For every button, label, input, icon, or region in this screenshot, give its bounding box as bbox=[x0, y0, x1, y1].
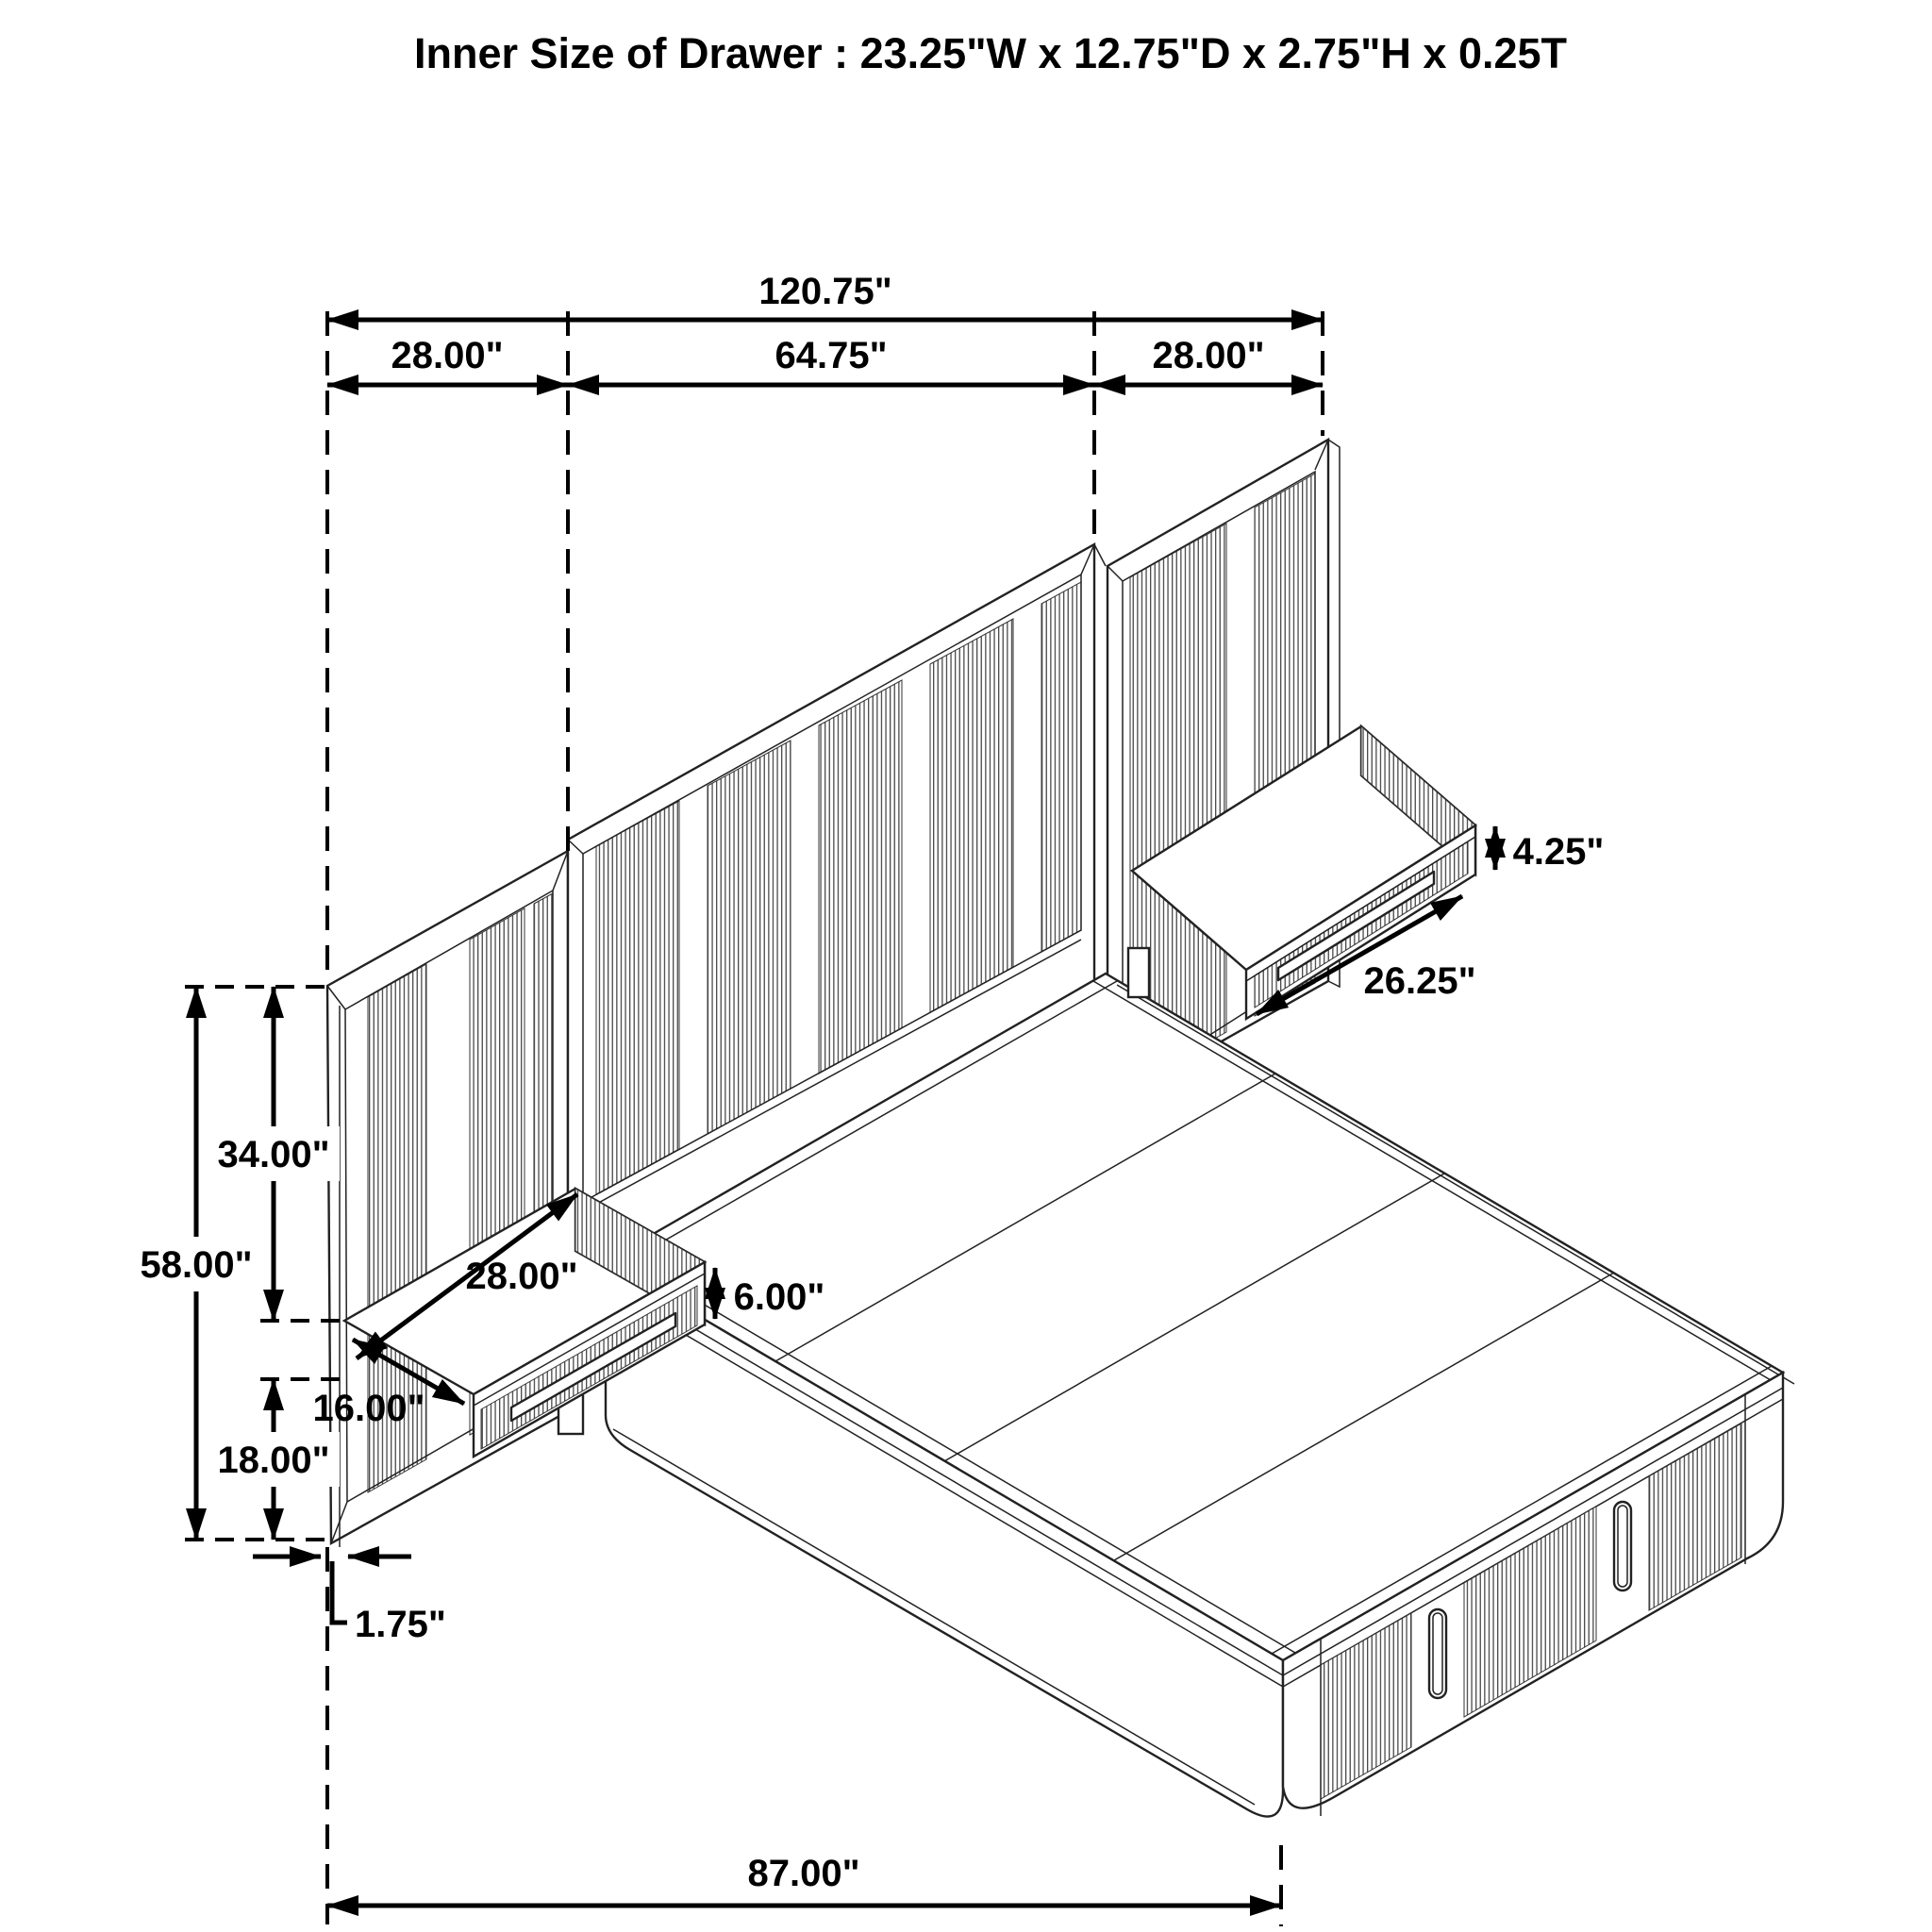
dim-label: 26.25" bbox=[1363, 960, 1476, 1002]
dim-headboard-width bbox=[568, 335, 1094, 385]
leader-line bbox=[332, 1561, 347, 1623]
dim-label: 18.00" bbox=[217, 1440, 330, 1481]
wall-panel-left bbox=[327, 851, 568, 1547]
dim-label: 4.25" bbox=[1512, 831, 1605, 873]
dim-label: 64.75" bbox=[774, 335, 888, 376]
flute-band bbox=[819, 680, 902, 1074]
dim-label: 6.00" bbox=[733, 1276, 825, 1318]
dim-label: 28.00" bbox=[1152, 335, 1265, 376]
dim-label: 28.00" bbox=[391, 335, 504, 376]
dim-label: 120.75" bbox=[758, 271, 892, 312]
foot-handle-slot bbox=[1614, 1502, 1631, 1591]
dim-total-width bbox=[327, 271, 1323, 320]
dim-panel-thickness bbox=[253, 1557, 446, 1645]
foot-handle-slot bbox=[1429, 1609, 1446, 1698]
flute-band bbox=[930, 619, 1013, 1012]
dim-label: 87.00" bbox=[747, 1853, 860, 1894]
dim-right-nightstand-height bbox=[1495, 826, 1604, 873]
dim-bed-length bbox=[327, 1853, 1281, 1906]
flute-band bbox=[1041, 582, 1081, 952]
dim-label: 1.75" bbox=[355, 1604, 446, 1645]
flute-band bbox=[596, 801, 679, 1194]
left-panel-face bbox=[327, 851, 568, 1543]
flute-band bbox=[708, 741, 791, 1134]
dim-label: 28.00" bbox=[465, 1256, 578, 1297]
dim-label: 16.00" bbox=[312, 1388, 425, 1429]
nightstand-support bbox=[1128, 948, 1149, 997]
dim-label: 34.00" bbox=[217, 1134, 330, 1175]
dim-right-panel-width bbox=[1094, 335, 1323, 385]
dim-left-panel-width bbox=[327, 335, 568, 385]
diagram-title: Inner Size of Drawer : 23.25"W x 12.75"D x 2.75"H x 0.25T bbox=[413, 29, 1568, 77]
dim-label: 58.00" bbox=[140, 1244, 253, 1286]
